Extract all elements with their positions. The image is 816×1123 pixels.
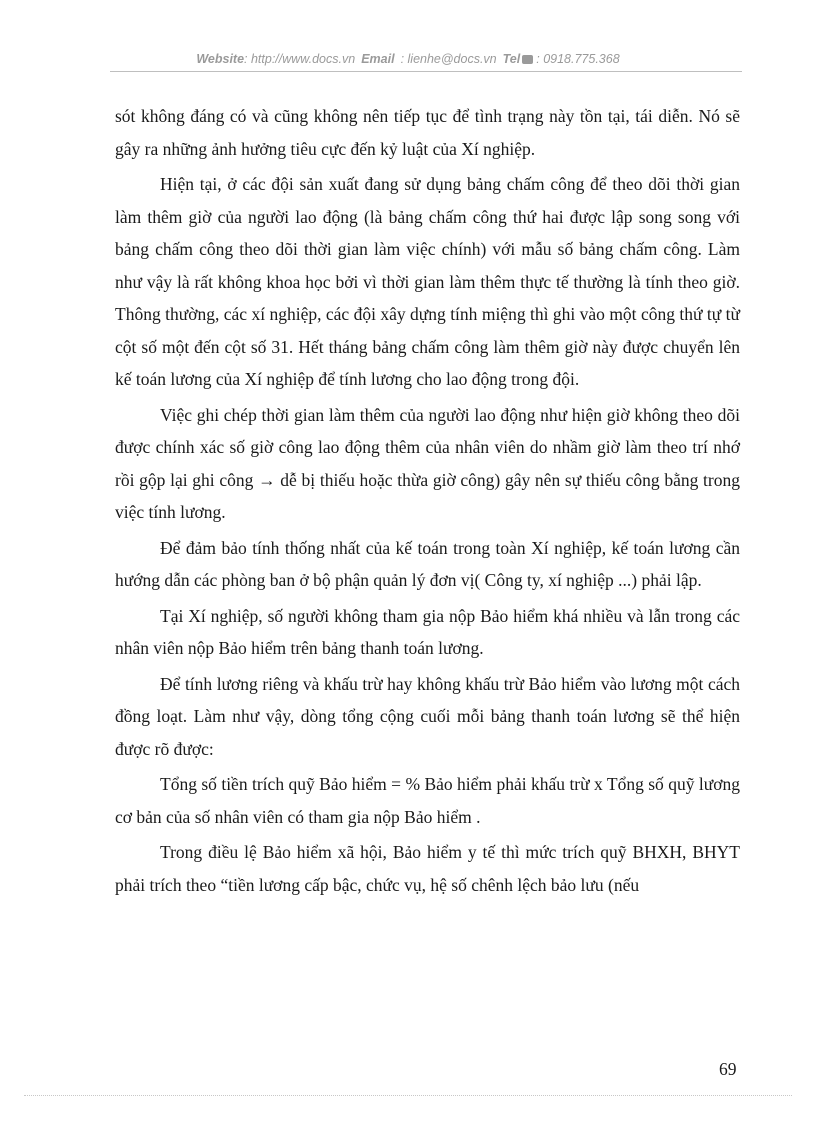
- website-value: : http://www.docs.vn: [244, 52, 356, 66]
- tel-value: : 0918.775.368: [536, 52, 620, 66]
- paragraph-7: Tổng số tiền trích quỹ Bảo hiểm = % Bảo hiểm phải khấu trừ x Tổng số quỹ lương cơ bản của số nhân viên có tham gia nộp Bảo hiểm .: [115, 774, 740, 827]
- footer-divider: [24, 1095, 792, 1096]
- paragraph-5: Tại Xí nghiệp, số người không tham gia nộp Bảo hiểm khá nhiều và lẫn trong các nhân viên nộp Bảo hiểm trên bảng thanh toán lương.: [115, 605, 740, 658]
- paragraph-6: Để tính lương riêng và khấu trừ hay không khấu trừ Bảo hiểm vào lương một cách đồng loạt. Làm như vậy, dòng tổng cộng cuối mỗi bảng thanh toán lương sẽ thể hiện được rõ được:: [115, 673, 740, 759]
- paragraph-8: Trong điều lệ Bảo hiểm xã hội, Bảo hiểm y tế thì mức trích quỹ BHXH, BHYT phải trích theo “tiền lương cấp bậc, chức vụ, hệ số chênh lệch bảo lưu (nếu: [115, 842, 740, 895]
- paragraph-4: Để đảm bảo tính thống nhất của kế toán trong toàn Xí nghiệp, kế toán lương cần hướng dẫn các phòng ban ở bộ phận quản lý đơn vị( Công ty, xí nghiệp ...) phải lập.: [115, 537, 740, 590]
- email-value: : lienhe@docs.vn: [400, 52, 497, 66]
- document-body: [115, 100, 740, 904]
- paragraph-3: Việc ghi chép thời gian làm thêm của người lao động như hiện giờ không theo dõi được chính xác số giờ công lao động thêm của nhân viên do nhầm giờ làm theo trí nhớ rồi gộp lại ghi công → dễ bị thiếu hoặc thừa giờ công) gây nên sự thiếu công bằng trong việc tính lương.: [115, 404, 740, 522]
- email-label: Email: [361, 52, 395, 66]
- paragraph-2: Hiện tại, ở các đội sản xuất đang sử dụng bảng chấm công để theo dõi thời gian làm thêm giờ của người lao động (là bảng chấm công thứ hai được lập song song với bảng chấm công theo dõi thời gian làm việc chính) với mẫu số bảng chấm công. Làm như vậy là rất không khoa học bởi vì thời gian làm thêm thực tế thường là tính theo giờ. Thông thường, các xí nghiệp, các đội xây dựng tính miệng thì ghi vào một công thứ tự từ cột số một đến cột số 31. Hết tháng bảng chấm công làm thêm giờ này được chuyển lên kế toán lương của Xí nghiệp để tính lương cho lao động trong đội.: [115, 174, 740, 389]
- page-header: [0, 52, 816, 66]
- tel-label: Tel: [502, 52, 521, 66]
- phone-icon: [522, 55, 533, 64]
- page-number: 69: [719, 1059, 737, 1079]
- website-label: Website: [196, 52, 245, 66]
- paragraph-1: sót không đáng có và cũng không nên tiếp tục để tình trạng này tồn tại, tái diễn. Nó sẽ gây ra những ảnh hưởng tiêu cực đến kỷ luật của Xí nghiệp.: [115, 106, 740, 159]
- header-divider: [110, 71, 742, 72]
